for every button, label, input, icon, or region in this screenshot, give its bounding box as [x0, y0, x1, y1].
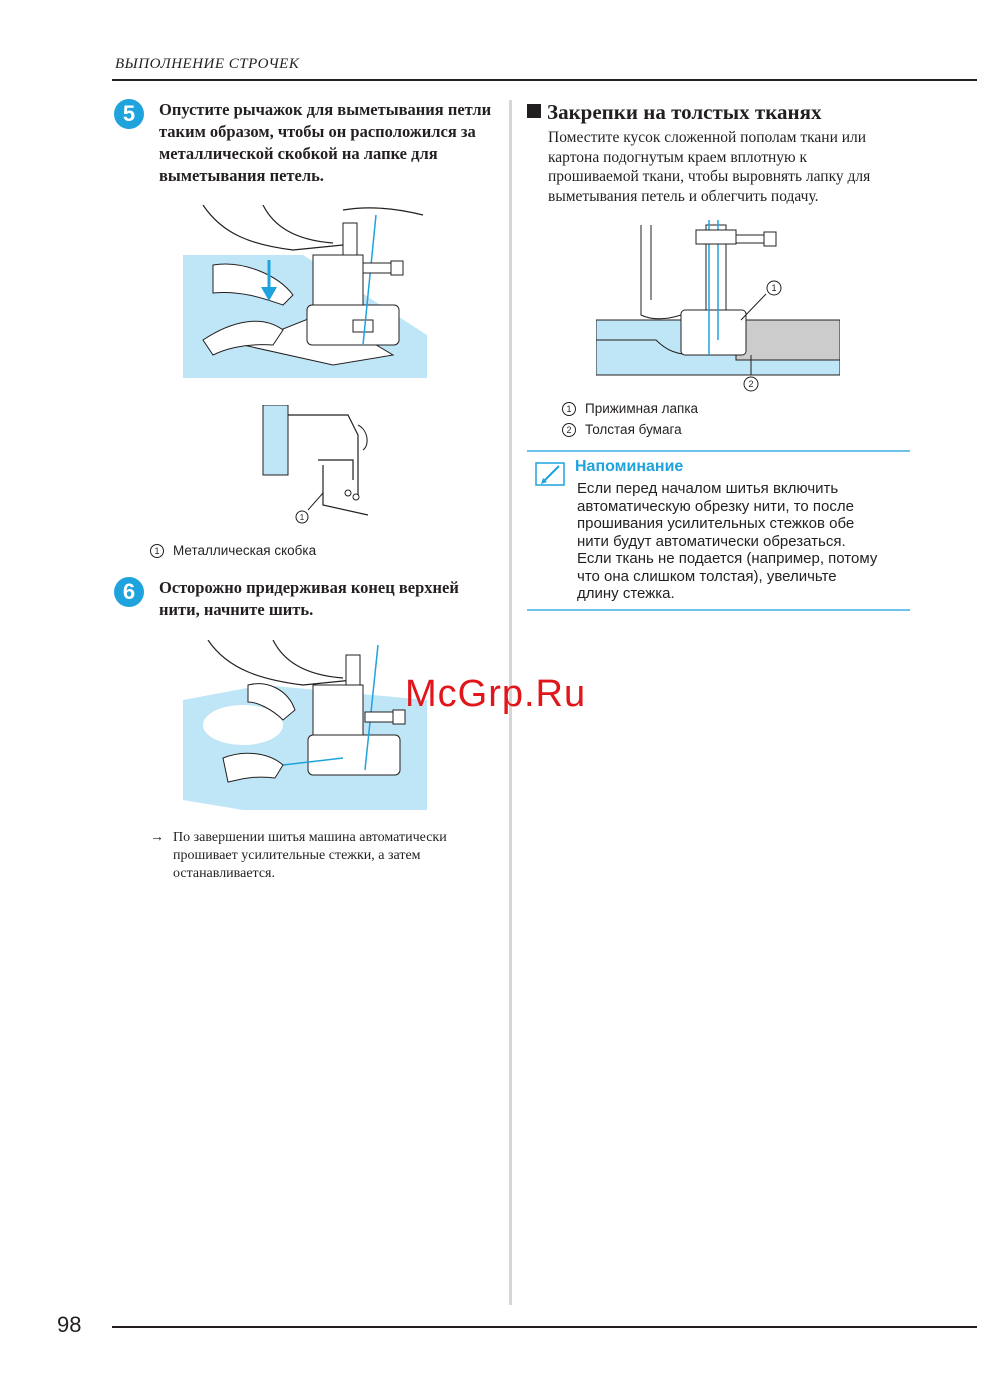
memo-line: Если ткань не подается (например, потому	[577, 550, 878, 567]
result-line: останавливается.	[173, 866, 275, 881]
memo-pencil-icon	[535, 460, 567, 488]
step-5-line: Опустите рычажок для выметывания петли	[159, 100, 492, 119]
section-caption-2	[562, 422, 682, 437]
memo-body	[577, 480, 917, 603]
step-6-line: нити, начните шить.	[159, 600, 314, 619]
memo-bottom-rule	[527, 609, 910, 611]
callout-number: 1	[150, 544, 164, 558]
section-line: прошиваемой ткани, чтобы выровнять лапку для	[548, 168, 871, 185]
memo-title: Напоминание	[575, 458, 684, 475]
watermark: McGrp.Ru	[405, 673, 587, 715]
section-line: выметывания петель и облегчить подачу.	[548, 187, 819, 205]
svg-text:1: 1	[299, 513, 305, 522]
memo-line: автоматическую обрезку нити, то после	[577, 497, 854, 515]
section-line: картона подогнутым краем вплотную к	[548, 148, 808, 166]
memo-line: что она слишком толстая), увеличьте	[577, 567, 837, 585]
square-bullet-icon	[527, 104, 541, 118]
step-5-line: выметывания петель.	[159, 166, 324, 185]
memo-line: нити будут автоматически обрезаться.	[577, 532, 846, 550]
start-sewing-illustration	[183, 640, 427, 812]
memo-line: прошивания усилительных стежков обе	[577, 515, 855, 532]
callout-number: 1	[562, 402, 576, 416]
step-6-line: Осторожно придерживая конец верхней	[159, 578, 459, 597]
svg-text:1: 1	[771, 283, 777, 293]
section-title-text: Закрепки на толстых тканях	[547, 100, 822, 124]
result-line: По завершении шитья машина автоматически	[173, 830, 447, 845]
step-5-text	[159, 99, 499, 187]
thick-fabric-illustration	[596, 220, 840, 395]
svg-text:2: 2	[748, 379, 754, 389]
header-rule	[112, 79, 977, 81]
step-5-line: таким образом, чтобы он расположился за	[159, 122, 476, 141]
memo-line: длину стежка.	[577, 585, 675, 602]
caption-text: Толстая бумага	[585, 422, 682, 437]
section-body	[548, 128, 918, 206]
footer-rule	[112, 1326, 977, 1328]
section-caption-1	[562, 401, 698, 416]
caption-text: Прижимная лапка	[585, 401, 699, 416]
result-line: прошивает усилительные стежки, а затем	[173, 848, 421, 863]
memo-top-rule	[527, 450, 910, 452]
memo-line: Если перед началом шитья включить	[577, 480, 839, 497]
page-number: 98	[57, 1312, 82, 1337]
step-5-line: металлической скобкой на лапке для	[159, 144, 438, 163]
result-note	[150, 829, 500, 883]
arrow-icon: →	[150, 830, 164, 845]
section-line: Поместите кусок сложенной пополам ткани или	[548, 129, 867, 146]
figure1-caption	[150, 543, 316, 558]
step-6-text	[159, 577, 499, 621]
callout-number: 2	[562, 423, 576, 437]
lever-lowering-illustration	[183, 205, 427, 380]
step-5-badge: 5	[114, 99, 144, 129]
running-header: ВЫПОЛНЕНИЕ СТРОЧЕК	[115, 56, 300, 72]
caption-text: Металлическая скобка	[173, 543, 317, 558]
metal-bracket-illustration	[258, 405, 378, 530]
section-title	[527, 100, 821, 125]
step-6-badge: 6	[114, 577, 144, 607]
